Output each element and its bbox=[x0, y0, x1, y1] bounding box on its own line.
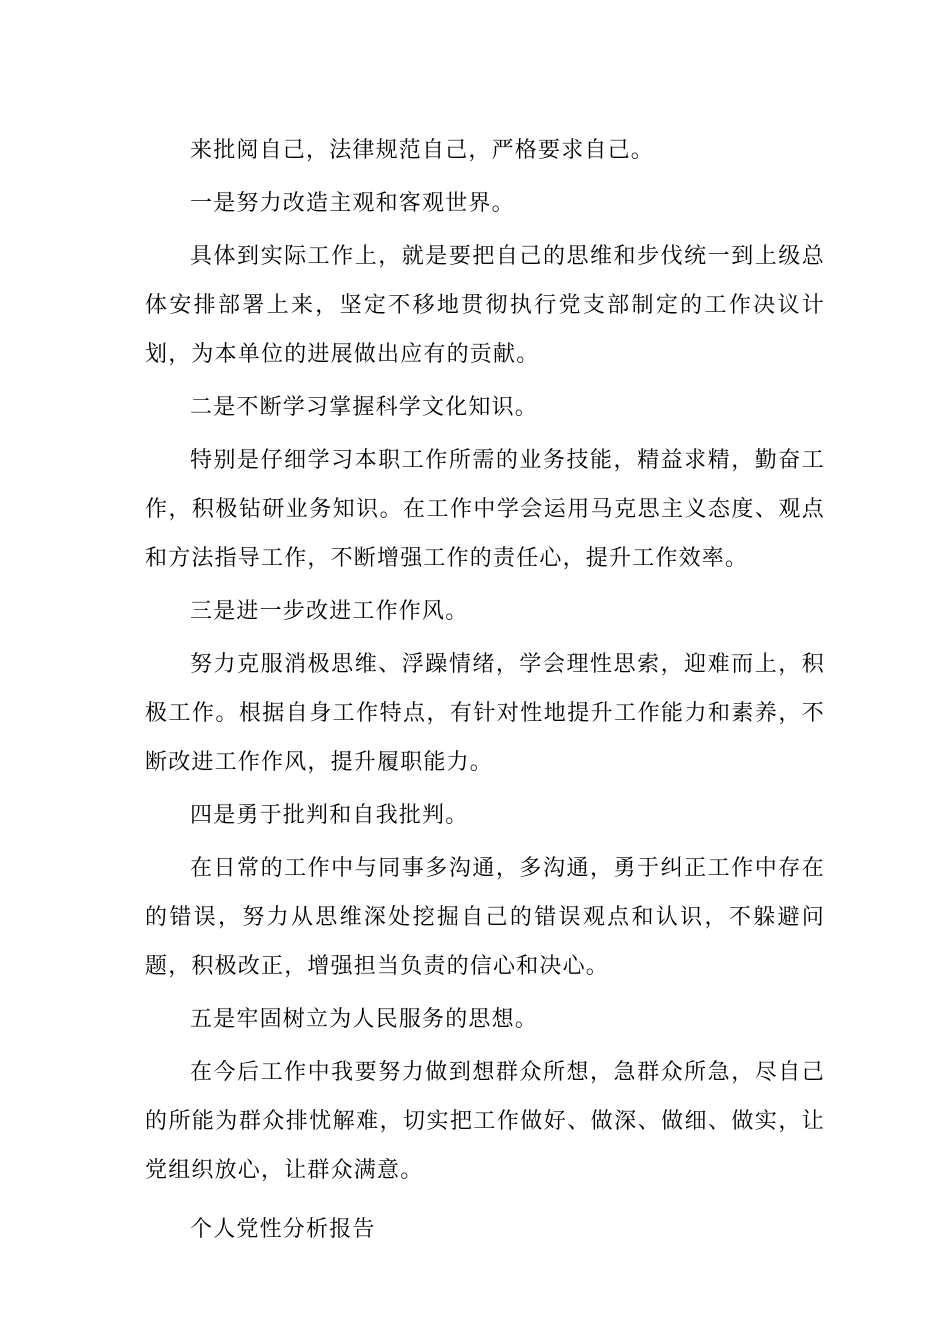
paragraph-body-4: 在日常的工作中与同事多沟通，多沟通，勇于纠正工作中存在的错误，努力从思维深处挖掘自己的错误观点和认识，不躲避问题，积极改正，增强担当负责的信心和决心。 bbox=[145, 856, 825, 979]
paragraph-heading-4: 四是勇于批判和自我批判。 bbox=[190, 803, 469, 828]
document-body bbox=[145, 126, 825, 1258]
section-title: 个人党性分析报告 bbox=[190, 1217, 376, 1242]
paragraph-body-1: 具体到实际工作上，就是要把自己的思维和步伐统一到上级总体安排部署上来，坚定不移地贯彻执行党支部制定的工作决议计划，为本单位的进展做出应有的贡献。 bbox=[145, 244, 825, 367]
paragraph-body-2: 特别是仔细学习本职工作所需的业务技能，精益求精，勤奋工作，积极钻研业务知识。在工作中学会运用马克思主义态度、观点和方法指导工作，不断增强工作的责任心，提升工作效率。 bbox=[145, 448, 825, 571]
paragraph-body-5: 在今后工作中我要努力做到想群众所想，急群众所急，尽自己的所能为群众排忧解难，切实把工作做好、做深、做细、做实，让党组织放心，让群众满意。 bbox=[145, 1060, 825, 1183]
paragraph-body-3: 努力克服消极思维、浮躁情绪，学会理性思索，迎难而上，积极工作。根据自身工作特点，有针对性地提升工作能力和素养，不断改进工作作风，提升履职能力。 bbox=[145, 652, 825, 775]
paragraph-continuation: 来批阅自己，法律规范自己，严格要求自己。 bbox=[190, 138, 655, 163]
paragraph-heading-2: 二是不断学习掌握科学文化知识。 bbox=[190, 395, 539, 420]
paragraph-heading-5: 五是牢固树立为人民服务的思想。 bbox=[190, 1007, 539, 1032]
paragraph-heading-1: 一是努力改造主观和客观世界。 bbox=[190, 191, 515, 216]
paragraph-heading-3: 三是进一步改进工作作风。 bbox=[190, 599, 469, 624]
